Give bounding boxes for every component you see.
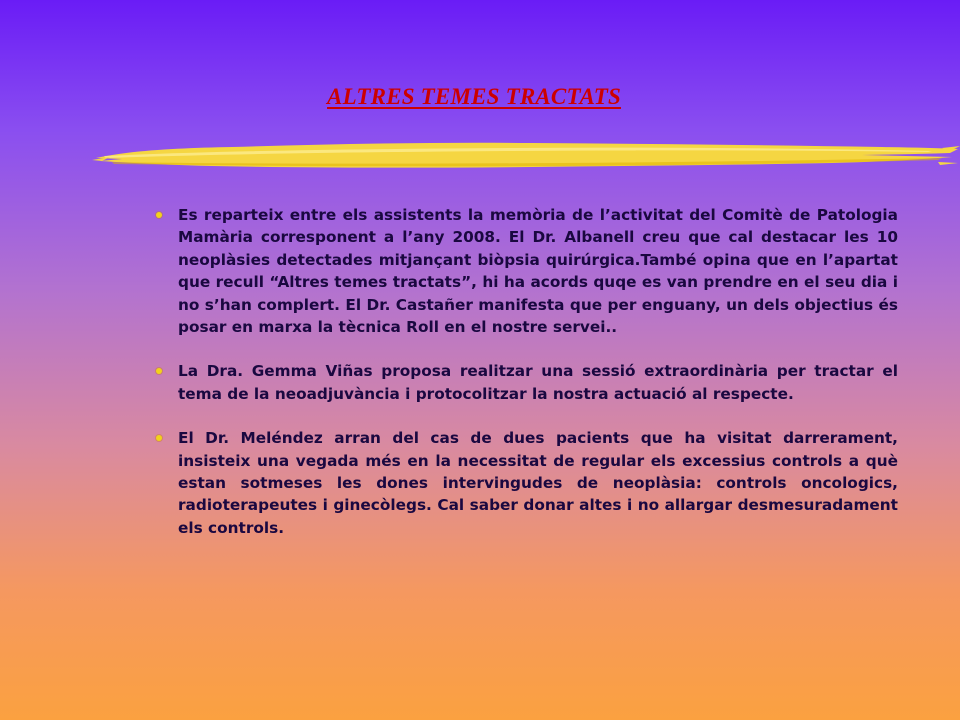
bullet-dot-icon	[156, 368, 162, 374]
bullet-dot-icon	[156, 212, 162, 218]
bullet-text: El Dr. Meléndez arran del cas de dues pacients que ha visitat darrerament, insisteix una vegada més en la necessitat de regular els excessius controls a què estan sotmeses les dones intervingudes de neoplàsia: controls oncologics, radioterapeutes i ginecòlegs. Cal saber donar altes i no allargar desmesuradament els controls.	[178, 429, 898, 537]
bullet-text: La Dra. Gemma Viñas proposa realitzar una sessió extraordinària per tractar el tema de la neoadjuvància i protocolitzar la nostra actuació al respecte.	[178, 362, 898, 403]
bullet-list	[152, 204, 898, 539]
bullet-dot-icon	[156, 435, 162, 441]
bullet-item	[152, 204, 898, 338]
bullet-item	[152, 427, 898, 539]
slide-title: ALTRES TEMES TRACTATS	[327, 84, 621, 109]
bullet-text: Es reparteix entre els assistents la memòria de l’activitat del Comitè de Patologia Mamària corresponent a l’any 2008. El Dr. Albanell creu que cal destacar les 10 neoplàsies detectades mitjançant biòpsia quirúrgica.També opina que en l’apartat que recull “Altres temes tractats”, hi ha acords quqe es van prendre en el seu dia i no s’han complert. El Dr. Castañer manifesta que per enguany, un dels objectius és posar en marxa la tècnica Roll en el nostre servei..	[178, 206, 898, 337]
brush-stroke-divider	[92, 136, 960, 176]
bullet-item	[152, 360, 898, 405]
